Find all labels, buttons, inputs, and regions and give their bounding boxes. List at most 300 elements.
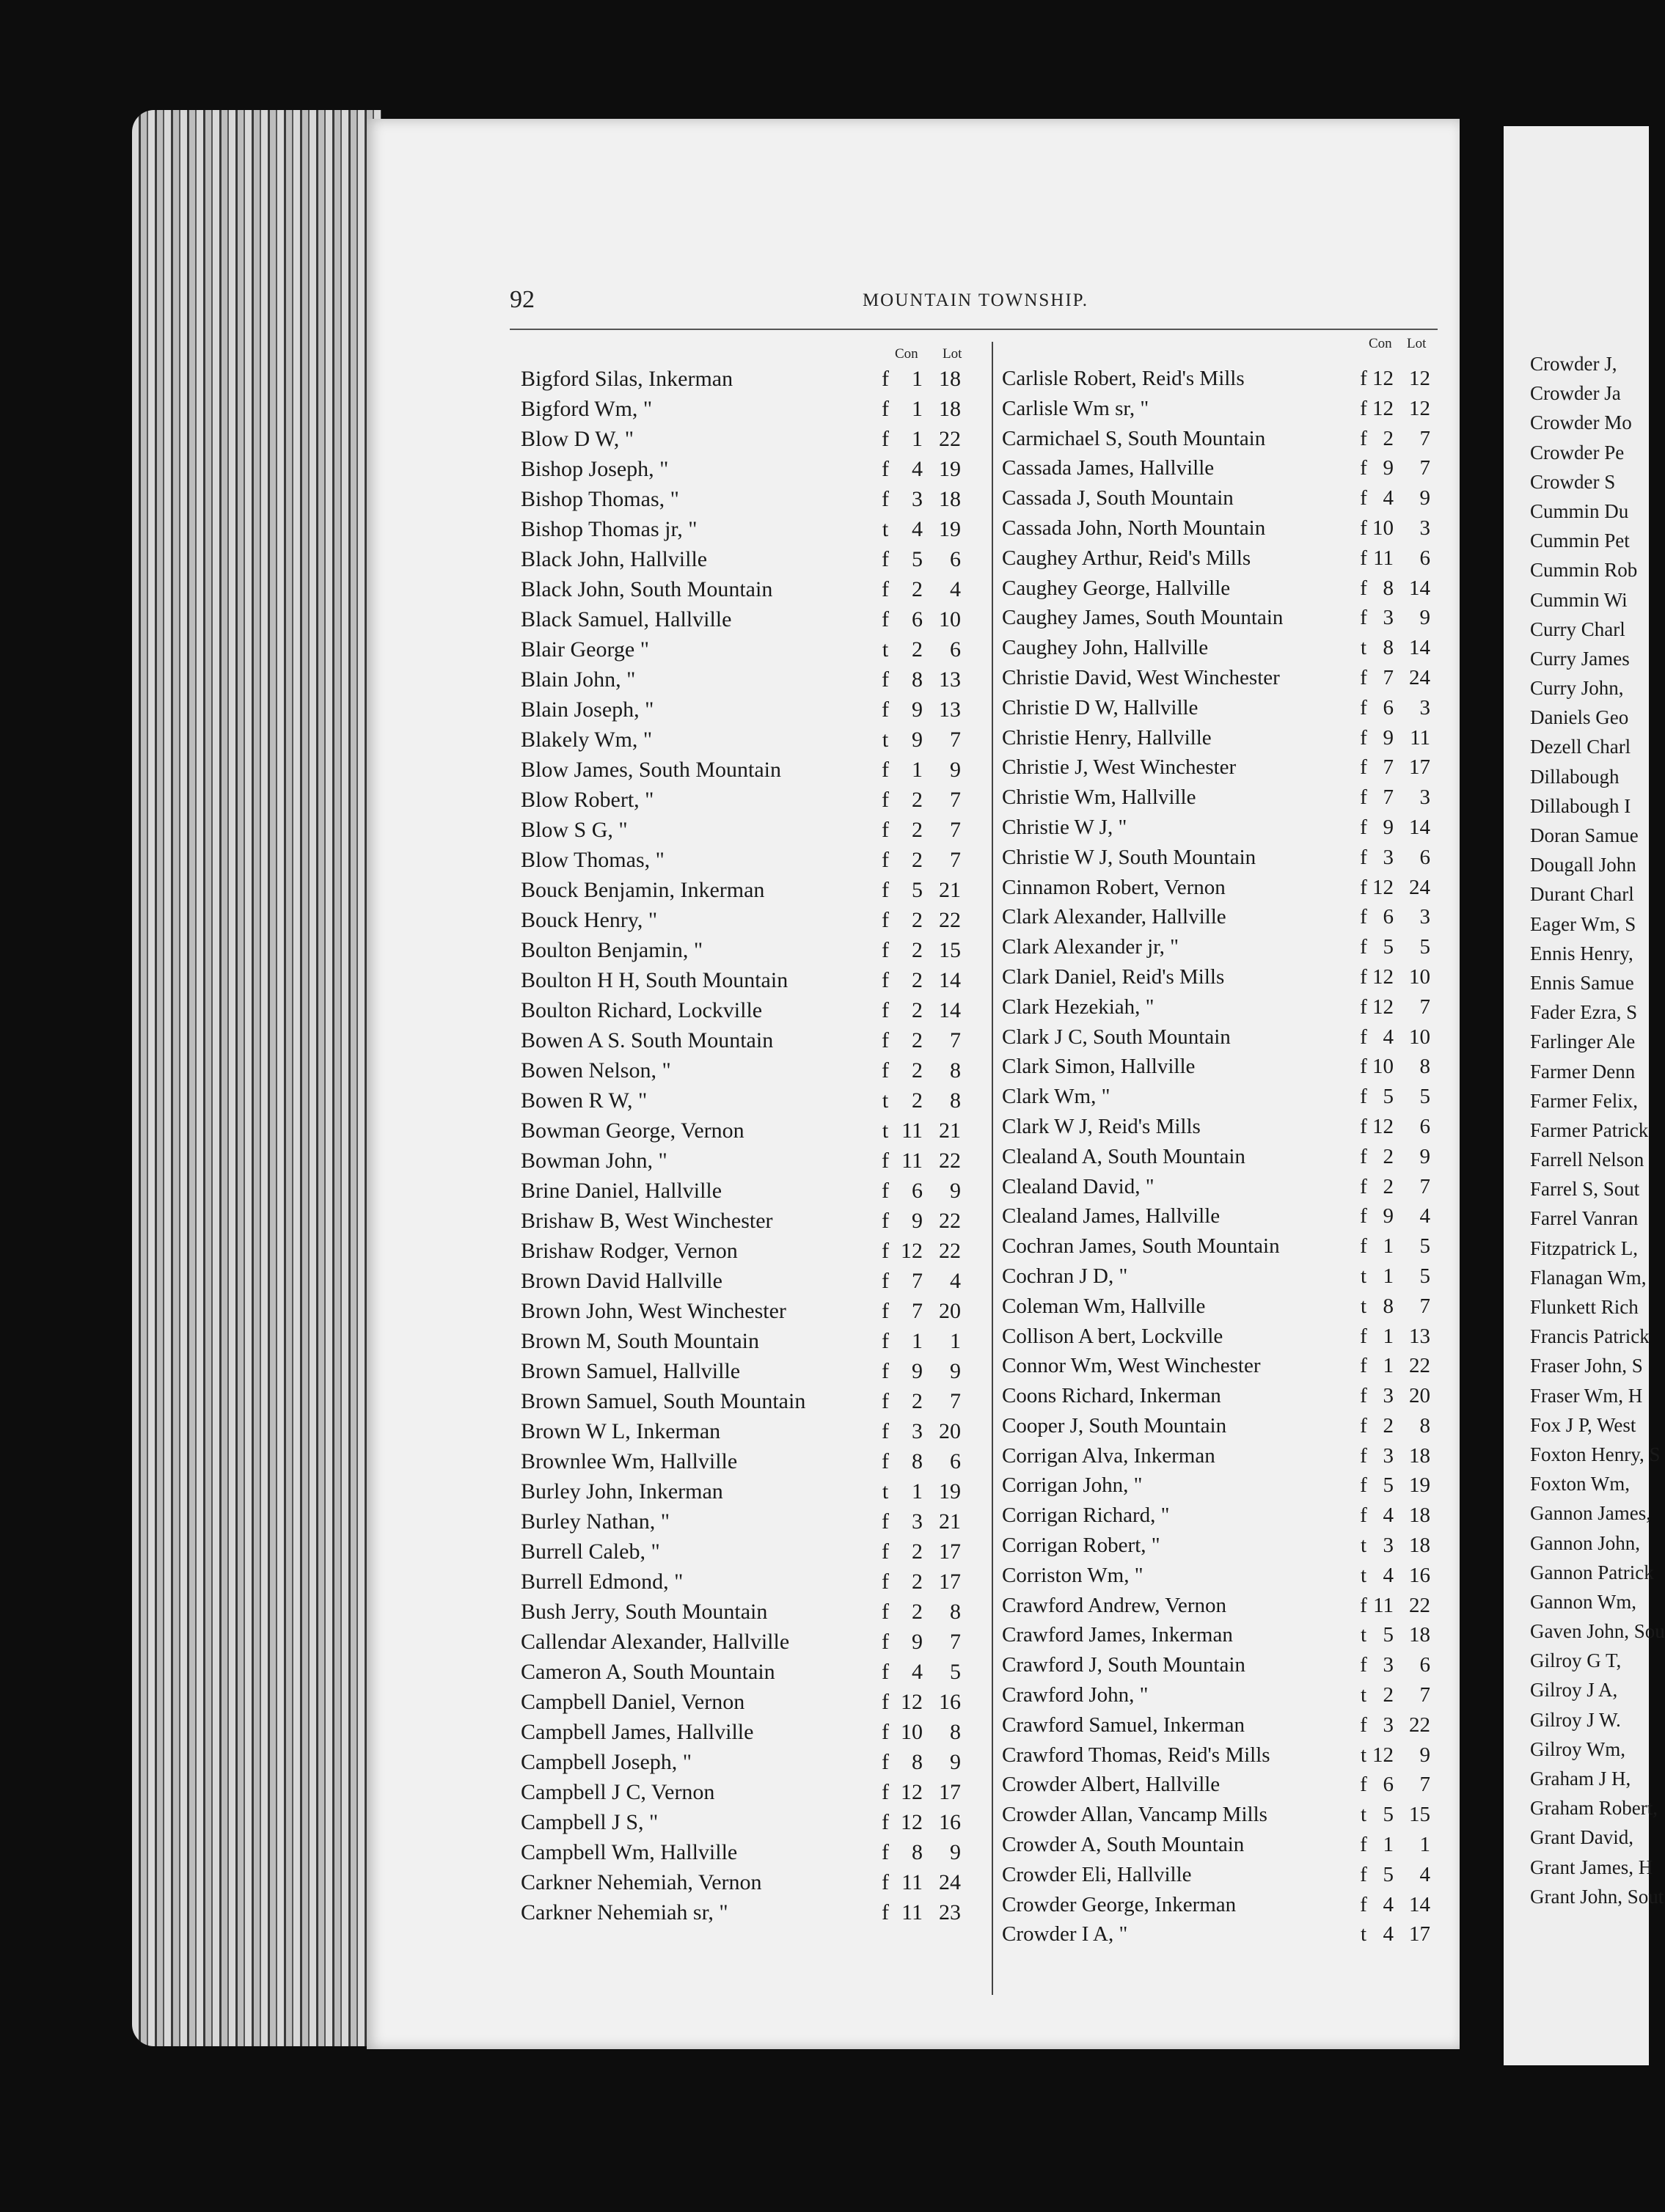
entry-lot: 13	[939, 697, 961, 722]
directory-entry	[521, 1146, 983, 1176]
entry-tenure: t	[1360, 636, 1367, 660]
entry-tenure: t	[882, 637, 889, 662]
entry-name: Boulton Benjamin, "	[521, 938, 703, 962]
entry-tenure: f	[882, 1750, 889, 1774]
directory-entry	[521, 1085, 983, 1116]
entry-lot: 20	[939, 1299, 961, 1323]
adjacent-page-entry: Crowder Ja	[1530, 382, 1621, 405]
directory-entry	[521, 544, 983, 574]
adjacent-page-entry: Fox J P, West	[1530, 1413, 1636, 1436]
entry-tenure: t	[1360, 1534, 1367, 1558]
entry-concession: 6	[912, 607, 923, 631]
entry-name: Boulton H H, South Mountain	[521, 968, 788, 992]
entry-tenure: f	[1360, 1892, 1367, 1916]
entry-lot: 24	[1409, 875, 1430, 899]
entry-tenure: f	[882, 697, 889, 722]
entry-concession: 2	[912, 788, 923, 812]
entry-tenure: f	[1360, 396, 1367, 420]
entry-lot: 21	[939, 878, 961, 902]
directory-entry	[521, 484, 983, 514]
page-number: 92	[510, 286, 535, 313]
entry-lot: 4	[1419, 1204, 1430, 1228]
entry-name: Clark Wm, "	[1002, 1085, 1110, 1109]
directory-entry	[521, 995, 983, 1025]
entry-name: Christie W J, South Mountain	[1002, 845, 1256, 869]
entry-name: Crowder I A, "	[1002, 1922, 1128, 1947]
directory-entry	[521, 1807, 983, 1837]
entry-name: Caughey John, Hallville	[1002, 636, 1209, 660]
entry-lot: 18	[1409, 1534, 1430, 1558]
entry-name: Cochran J D, "	[1002, 1264, 1128, 1288]
entry-concession: 1	[1383, 1833, 1394, 1857]
entry-name: Carkner Nehemiah, Vernon	[521, 1870, 762, 1894]
directory-entry	[1002, 603, 1436, 633]
entry-tenure: f	[882, 1389, 889, 1413]
entry-name: Crawford James, Inkerman	[1002, 1623, 1233, 1647]
adjacent-page-entry: Grant David,	[1530, 1826, 1633, 1849]
directory-entry	[1002, 1650, 1436, 1680]
adjacent-page-entry: Farlinger Ale	[1530, 1030, 1636, 1053]
entry-lot: 14	[939, 998, 961, 1022]
entry-name: Cinnamon Robert, Vernon	[1002, 875, 1226, 899]
entry-concession: 2	[912, 577, 923, 601]
entry-tenure: f	[882, 667, 889, 692]
adjacent-page-entry: Crowder Pe	[1530, 441, 1625, 464]
entry-concession: 3	[1383, 845, 1394, 869]
entry-lot: 4	[950, 577, 961, 601]
adjacent-page-entry: Farrel S, Sout	[1530, 1178, 1640, 1201]
adjacent-page-entry: Fitzpatrick L,	[1530, 1237, 1638, 1259]
column-divider	[992, 342, 993, 1995]
entry-name: Corriston Wm, "	[1002, 1563, 1143, 1587]
adjacent-page-entry: Gannon Wm,	[1530, 1590, 1636, 1613]
adjacent-page-entry: Cummin Rob	[1530, 559, 1638, 582]
directory-entry	[1002, 1322, 1436, 1352]
entry-lot: 1	[1419, 1833, 1430, 1857]
adjacent-page-entry: Grant John, Sout	[1530, 1885, 1664, 1908]
con-header: Con	[895, 346, 918, 362]
entry-concession: 6	[1383, 1773, 1394, 1797]
entry-tenure: f	[1360, 426, 1367, 450]
entry-lot: 3	[1419, 695, 1430, 719]
entry-lot: 7	[950, 848, 961, 872]
directory-entry	[521, 785, 983, 815]
entry-tenure: t	[882, 1118, 889, 1143]
entry-concession: 12	[1372, 1114, 1394, 1138]
entry-name: Cassada J, South Mountain	[1002, 486, 1234, 510]
directory-entry	[521, 1777, 983, 1807]
entry-tenure: f	[1360, 1413, 1367, 1438]
entry-lot: 6	[1419, 845, 1430, 869]
entry-concession: 2	[1383, 1144, 1394, 1168]
entry-tenure: t	[882, 1479, 889, 1504]
entry-lot: 22	[1409, 1593, 1430, 1617]
entry-lot: 7	[950, 1028, 961, 1052]
entry-tenure: f	[882, 1449, 889, 1473]
entry-lot: 24	[1409, 665, 1430, 689]
entry-name: Corrigan John, "	[1002, 1473, 1143, 1498]
entry-lot: 14	[1409, 576, 1430, 600]
entry-concession: 6	[1383, 905, 1394, 929]
entry-name: Bishop Thomas jr, "	[521, 517, 698, 541]
entry-lot: 20	[1409, 1384, 1430, 1408]
adjacent-page-entry: Francis Patrick	[1530, 1325, 1650, 1348]
entry-lot: 17	[939, 1570, 961, 1594]
directory-entry	[521, 695, 983, 725]
adjacent-page-entry: Cummin Du	[1530, 499, 1629, 522]
entry-concession: 11	[901, 1118, 923, 1143]
entry-tenure: f	[882, 1359, 889, 1383]
entry-concession: 3	[1383, 1534, 1394, 1558]
entry-lot: 12	[1409, 367, 1430, 390]
entry-lot: 7	[1419, 1683, 1430, 1707]
entry-tenure: f	[882, 1539, 889, 1564]
entry-name: Carkner Nehemiah sr, "	[521, 1900, 728, 1924]
adjacent-page-entry: Daniels Geo	[1530, 706, 1629, 729]
directory-entry	[1002, 1231, 1436, 1261]
directory-entry	[1002, 813, 1436, 843]
entry-concession: 12	[1372, 367, 1394, 390]
entry-tenure: f	[1360, 995, 1367, 1019]
entry-tenure: f	[882, 1600, 889, 1624]
entry-name: Christie W J, "	[1002, 815, 1127, 839]
entry-tenure: f	[882, 968, 889, 992]
entry-tenure: t	[1360, 1294, 1367, 1318]
entry-name: Clealand James, Hallville	[1002, 1204, 1221, 1228]
entry-lot: 6	[1419, 546, 1430, 570]
adjacent-page-entry: Fader Ezra, S	[1530, 1001, 1638, 1024]
directory-entry	[1002, 902, 1436, 932]
adjacent-page-entry: Farmer Patrick	[1530, 1118, 1649, 1141]
entry-concession: 4	[1383, 1025, 1394, 1049]
entry-lot: 9	[1419, 1743, 1430, 1767]
adjacent-page-entry: Gilroy G T,	[1530, 1649, 1622, 1672]
entry-lot: 17	[1409, 755, 1430, 780]
entry-name: Crowder Albert, Hallville	[1002, 1773, 1221, 1797]
entry-tenure: f	[1360, 1144, 1367, 1168]
entry-lot: 9	[950, 758, 961, 782]
entry-lot: 22	[939, 908, 961, 932]
directory-entry	[1002, 1082, 1436, 1112]
entry-name: Connor Wm, West Winchester	[1002, 1354, 1261, 1378]
entry-tenure: f	[882, 848, 889, 872]
directory-entry	[521, 1537, 983, 1567]
entry-name: Clark Daniel, Reid's Mills	[1002, 964, 1225, 989]
entry-name: Campbell Joseph, "	[521, 1750, 692, 1774]
entry-concession: 5	[1383, 1085, 1394, 1109]
entry-concession: 3	[912, 1509, 923, 1534]
directory-entry	[1002, 424, 1436, 454]
entry-name: Brown M, South Mountain	[521, 1329, 760, 1353]
entry-tenure: f	[1360, 1234, 1367, 1259]
directory-entry	[1002, 752, 1436, 783]
entry-lot: 7	[950, 728, 961, 752]
entry-lot: 19	[939, 517, 961, 541]
entry-lot: 5	[1419, 1085, 1430, 1109]
entry-tenure: f	[1360, 1354, 1367, 1378]
entry-lot: 5	[950, 1660, 961, 1684]
entry-lot: 6	[1419, 1114, 1430, 1138]
adjacent-page-entry: Farmer Felix,	[1530, 1089, 1638, 1112]
entry-tenure: f	[882, 1509, 889, 1534]
entry-name: Blow D W, "	[521, 427, 634, 451]
entry-name: Bowman John, "	[521, 1149, 667, 1173]
entry-concession: 1	[1383, 1324, 1394, 1348]
entry-name: Brishaw Rodger, Vernon	[521, 1239, 738, 1263]
header-rule	[510, 329, 1438, 330]
entry-concession: 1	[1383, 1234, 1394, 1259]
entry-concession: 11	[1373, 546, 1394, 570]
entry-lot: 13	[1409, 1324, 1430, 1348]
entry-name: Christie Henry, Hallville	[1002, 725, 1212, 750]
entry-concession: 5	[1383, 1862, 1394, 1886]
entry-name: Clark Alexander, Hallville	[1002, 905, 1226, 929]
entry-lot: 5	[1419, 935, 1430, 959]
directory-entry	[521, 1867, 983, 1897]
adjacent-page-entry: Eager Wm, S	[1530, 912, 1636, 935]
directory-page	[367, 119, 1460, 2049]
entry-name: Crawford Samuel, Inkerman	[1002, 1713, 1245, 1737]
directory-entry	[521, 875, 983, 905]
entry-lot: 22	[1409, 1713, 1430, 1737]
entry-tenure: f	[882, 547, 889, 571]
entry-tenure: f	[1360, 785, 1367, 810]
directory-entry	[1002, 453, 1436, 483]
left-column-header	[521, 336, 983, 364]
entry-lot: 18	[1409, 1623, 1430, 1647]
entry-tenure: f	[1360, 755, 1367, 780]
directory-entry	[521, 1296, 983, 1326]
entry-tenure: f	[882, 998, 889, 1022]
entry-lot: 6	[950, 637, 961, 662]
entry-name: Christie Wm, Hallville	[1002, 785, 1196, 810]
entry-lot: 12	[1409, 396, 1430, 420]
entry-concession: 1	[912, 758, 923, 782]
entry-tenure: f	[1360, 1085, 1367, 1109]
directory-entry	[1002, 1830, 1436, 1860]
entry-concession: 4	[912, 457, 923, 481]
entry-tenure: f	[1360, 606, 1367, 630]
adjacent-page-entry: Farrell Nelson	[1530, 1149, 1644, 1171]
entry-concession: 8	[1383, 1294, 1394, 1318]
directory-entry	[521, 815, 983, 845]
entry-lot: 18	[939, 397, 961, 421]
entry-name: Coleman Wm, Hallville	[1002, 1294, 1206, 1318]
directory-entry	[521, 454, 983, 484]
entry-tenure: f	[1360, 1593, 1367, 1617]
entry-concession: 12	[901, 1239, 923, 1263]
directory-entry	[521, 1747, 983, 1777]
entry-lot: 8	[950, 1088, 961, 1113]
entry-tenure: f	[882, 1870, 889, 1894]
entry-lot: 17	[939, 1780, 961, 1804]
entry-name: Crawford Andrew, Vernon	[1002, 1593, 1227, 1617]
entry-name: Corrigan Alva, Inkerman	[1002, 1443, 1215, 1468]
adjacent-page-entry: Flanagan Wm,	[1530, 1266, 1647, 1289]
entry-tenure: f	[882, 607, 889, 631]
entry-concession: 12	[1372, 1743, 1394, 1767]
entry-name: Bowen A S. South Mountain	[521, 1028, 774, 1052]
entry-name: Carmichael S, South Mountain	[1002, 426, 1266, 450]
entry-name: Brown David Hallville	[521, 1269, 722, 1293]
entry-name: Crowder George, Inkerman	[1002, 1892, 1237, 1916]
entry-lot: 20	[939, 1419, 961, 1443]
entry-tenure: f	[882, 908, 889, 932]
entry-concession: 6	[1383, 695, 1394, 719]
entry-lot: 14	[939, 968, 961, 992]
entry-name: Bouck Benjamin, Inkerman	[521, 878, 765, 902]
entry-name: Clark J C, South Mountain	[1002, 1025, 1231, 1049]
directory-entry	[1002, 574, 1436, 604]
directory-entry	[1002, 1800, 1436, 1830]
entry-concession: 9	[1383, 815, 1394, 839]
entry-concession: 6	[912, 1179, 923, 1203]
entry-lot: 9	[1419, 1144, 1430, 1168]
entry-lot: 10	[1409, 1025, 1430, 1049]
entry-name: Black John, Hallville	[521, 547, 708, 571]
adjacent-page-entry: Cummin Wi	[1530, 588, 1628, 611]
entry-lot: 17	[939, 1539, 961, 1564]
entry-name: Boulton Richard, Lockville	[521, 998, 763, 1022]
entry-lot: 22	[939, 1209, 961, 1233]
entry-lot: 8	[1419, 1413, 1430, 1438]
directory-entry	[1002, 1411, 1436, 1441]
entry-concession: 3	[1383, 1443, 1394, 1468]
entry-lot: 21	[939, 1118, 961, 1143]
entry-concession: 9	[912, 1630, 923, 1654]
directory-entry	[1002, 1142, 1436, 1172]
adjacent-page-entry: Durant Charl	[1530, 883, 1634, 906]
entry-tenure: f	[882, 427, 889, 451]
entry-concession: 8	[912, 1750, 923, 1774]
entry-name: Brown Samuel, Hallville	[521, 1359, 741, 1383]
entry-lot: 7	[950, 1630, 961, 1654]
entry-name: Carlisle Robert, Reid's Mills	[1002, 367, 1245, 390]
entry-concession: 8	[912, 1449, 923, 1473]
entry-concession: 4	[1383, 1504, 1394, 1528]
directory-entry	[521, 725, 983, 755]
entry-lot: 14	[1409, 636, 1430, 660]
entry-lot: 18	[1409, 1504, 1430, 1528]
directory-entry	[1002, 1292, 1436, 1322]
entry-name: Campbell J S, "	[521, 1810, 659, 1834]
entry-name: Black John, South Mountain	[521, 577, 773, 601]
entry-name: Blow James, South Mountain	[521, 758, 782, 782]
left-column	[521, 336, 983, 1927]
entry-lot: 16	[1409, 1563, 1430, 1587]
entry-name: Clealand David, "	[1002, 1174, 1154, 1198]
entry-concession: 4	[912, 517, 923, 541]
entry-concession: 12	[1372, 964, 1394, 989]
entry-tenure: f	[1360, 1114, 1367, 1138]
entry-concession: 5	[1383, 1803, 1394, 1827]
entry-lot: 22	[939, 1149, 961, 1173]
entry-name: Clark Hezekiah, "	[1002, 995, 1154, 1019]
entry-name: Bush Jerry, South Mountain	[521, 1600, 768, 1624]
entry-name: Brown Samuel, South Mountain	[521, 1389, 806, 1413]
entry-concession: 5	[1383, 1623, 1394, 1647]
entry-lot: 18	[1409, 1443, 1430, 1468]
entry-tenure: f	[882, 758, 889, 782]
entry-tenure: f	[1360, 1773, 1367, 1797]
entry-tenure: f	[1360, 1653, 1367, 1677]
entry-tenure: f	[882, 367, 889, 391]
entry-lot: 10	[939, 607, 961, 631]
entry-lot: 19	[939, 457, 961, 481]
directory-entry	[1002, 723, 1436, 753]
adjacent-page-entry: Gannon Patrick	[1530, 1561, 1654, 1583]
entry-name: Callendar Alexander, Hallville	[521, 1630, 790, 1654]
entry-name: Crowder Eli, Hallville	[1002, 1862, 1192, 1886]
entry-tenure: f	[882, 1840, 889, 1864]
adjacent-page-entry: Farmer Denn	[1530, 1060, 1636, 1083]
directory-entry	[1002, 1740, 1436, 1770]
entry-concession: 2	[912, 1389, 923, 1413]
directory-entry	[521, 755, 983, 785]
entry-tenure: f	[882, 487, 889, 511]
adjacent-page-entry: Farrel Vanran	[1530, 1207, 1639, 1230]
entry-lot: 7	[950, 818, 961, 842]
entry-lot: 10	[1409, 964, 1430, 989]
entry-concession: 2	[1383, 1174, 1394, 1198]
directory-entry	[521, 1416, 983, 1446]
entry-name: Brown John, West Winchester	[521, 1299, 786, 1323]
adjacent-page-entry: Dillabough I	[1530, 794, 1631, 817]
directory-entry	[521, 1687, 983, 1717]
entry-name: Burrell Edmond, "	[521, 1570, 684, 1594]
entry-tenure: f	[1360, 665, 1367, 689]
adjacent-page-entry: Crowder Mo	[1530, 411, 1632, 434]
entry-lot: 16	[939, 1690, 961, 1714]
entry-tenure: f	[1360, 1504, 1367, 1528]
entry-tenure: f	[1360, 845, 1367, 869]
directory-entry	[521, 1206, 983, 1236]
entry-lot: 6	[1419, 1653, 1430, 1677]
entry-concession: 1	[912, 427, 923, 451]
adjacent-page-entry-list	[1504, 349, 1665, 1911]
entry-tenure: f	[1360, 1833, 1367, 1857]
entry-tenure: f	[1360, 695, 1367, 719]
entry-concession: 5	[1383, 935, 1394, 959]
entry-lot: 6	[950, 547, 961, 571]
entry-lot: 14	[1409, 815, 1430, 839]
entry-name: Blow Thomas, "	[521, 848, 665, 872]
entry-concession: 4	[1383, 1922, 1394, 1947]
directory-entry	[1002, 843, 1436, 873]
entry-concession: 2	[912, 908, 923, 932]
entry-concession: 2	[912, 848, 923, 872]
directory-entry	[1002, 483, 1436, 513]
entry-concession: 2	[912, 818, 923, 842]
entry-concession: 2	[1383, 1683, 1394, 1707]
entry-name: Blakely Wm, "	[521, 728, 653, 752]
directory-entry	[521, 905, 983, 935]
entry-lot: 8	[950, 1058, 961, 1083]
directory-entry	[521, 634, 983, 664]
entry-tenure: f	[882, 1419, 889, 1443]
directory-entry	[1002, 1351, 1436, 1381]
entry-tenure: f	[882, 1690, 889, 1714]
directory-entry	[1002, 1531, 1436, 1561]
entry-name: Crawford Thomas, Reid's Mills	[1002, 1743, 1270, 1767]
entry-tenure: f	[1360, 935, 1367, 959]
entry-concession: 2	[912, 1058, 923, 1083]
directory-entry	[1002, 873, 1436, 903]
entry-concession: 10	[1372, 516, 1394, 540]
entry-concession: 4	[1383, 1892, 1394, 1916]
directory-entry	[1002, 394, 1436, 424]
entry-tenure: f	[882, 1028, 889, 1052]
